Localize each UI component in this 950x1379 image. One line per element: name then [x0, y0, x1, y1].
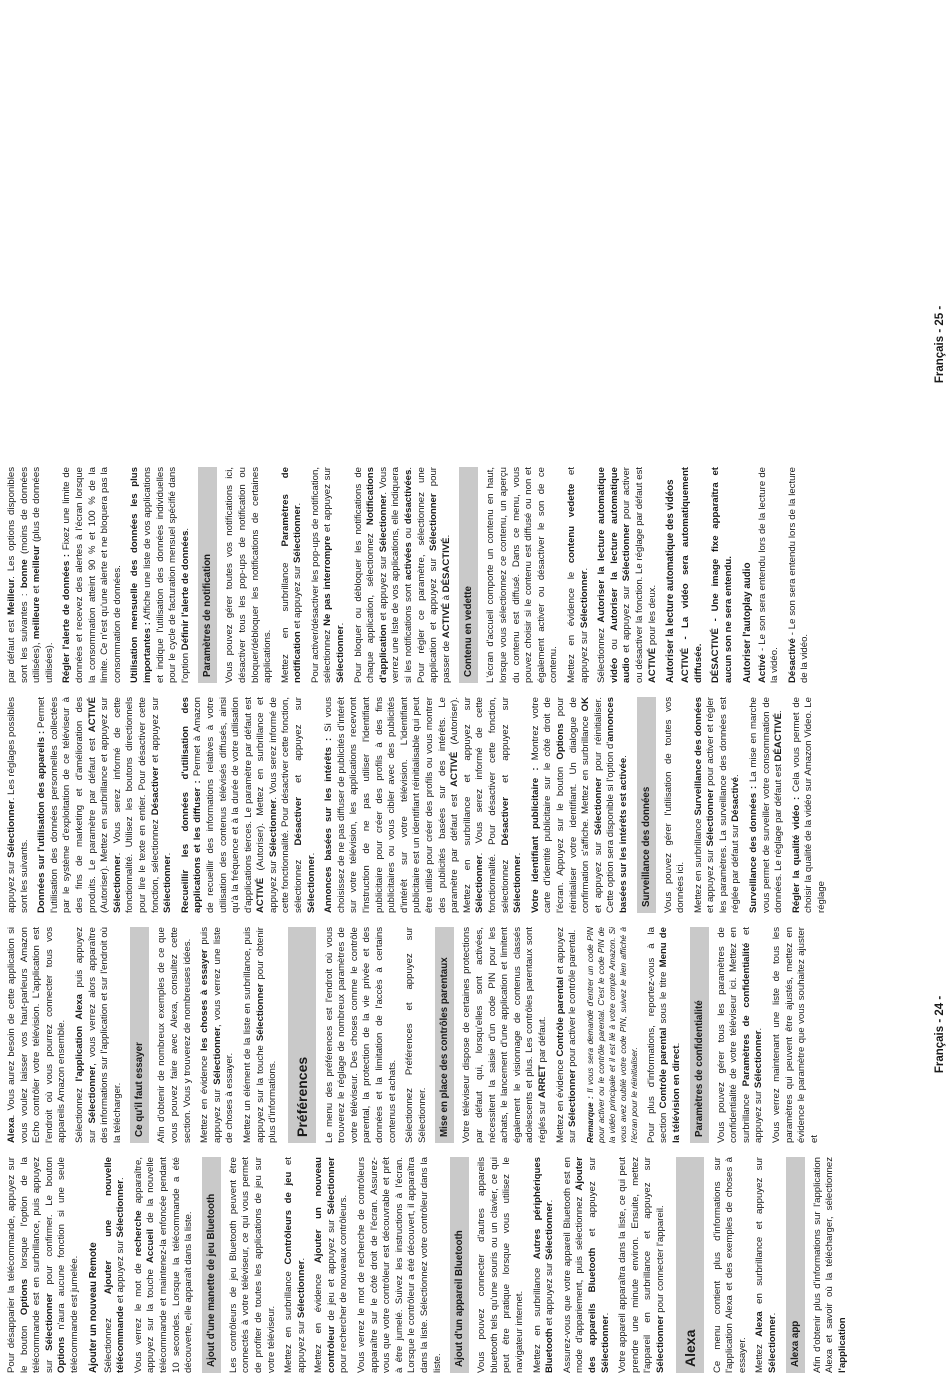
- text-run: .: [162, 852, 174, 856]
- column-container: [6, 0, 910, 689]
- section-heading: Surveillance des données: [637, 697, 656, 913]
- text-run: pour passer de: [428, 467, 452, 683]
- bold-term: DÉACTIVÉ: [773, 713, 785, 762]
- text-run: pour rechercher de nouveaux contrôleurs.: [338, 1194, 350, 1373]
- section-heading: Mise en place des contrôles parentaux: [435, 927, 454, 1143]
- bold-term: Paramètres de notification: [279, 467, 304, 683]
- bold-term: annonces basées sur les intérêts est activée: [605, 697, 629, 913]
- bold-term: Sélectionner: [567, 1069, 579, 1127]
- text-run: Pour plus d'informations, reportez-vous à la section: [645, 927, 670, 1143]
- text-run: pour confirmer. Le bouton: [43, 1157, 55, 1294]
- text-column: [6, 467, 817, 683]
- text-run: et appuyez sur: [565, 467, 590, 683]
- text-run: Vous verrez le mot de: [132, 1256, 144, 1373]
- paragraph: [36, 697, 175, 913]
- bold-term: DÉSACTIVÉ - Une image fixe apparaîtra et aucun son ne sera entendu.: [710, 467, 734, 683]
- text-run: . Pour régler ce paramètre, sélectionnez une application et appuyez sur: [403, 467, 440, 683]
- text-run: , vous verrez alors apparaître des informations sur l'application et sur l'endroit où la télécharger.: [86, 927, 123, 1143]
- text-run: et appuyez sur: [740, 927, 765, 1143]
- paragraph: [74, 927, 124, 1143]
- bold-term: Autoriser la lecture automatique vidéo: [596, 467, 620, 683]
- bold-term: Sélectionner: [654, 1315, 666, 1373]
- paragraph: [103, 1157, 128, 1373]
- text-run: ou: [403, 524, 415, 543]
- paragraph: [156, 927, 194, 1143]
- text-run: .: [305, 852, 317, 856]
- bold-term: Sélectionner: [544, 1202, 556, 1260]
- bold-term: Accueil: [145, 1228, 157, 1264]
- bold-term: Données sur l'utilisation des appareils :: [36, 730, 48, 913]
- text-run: .: [179, 527, 191, 531]
- text-run: - Le son sera entendu lors de la lecture de la vidéo.: [756, 467, 781, 683]
- bold-term: Sélectionner: [705, 788, 717, 847]
- bold-term: Sélectionner: [474, 855, 486, 913]
- bold-term: Sélectionner: [295, 1260, 307, 1319]
- text-run: . Vous aurez besoin de cette application si vous voulez laisser vos haut-parleurs Amazon Echo contrôler votre télévision. L'application est l'endroit où vous pourrez connecter tous vos appareils Amazon ensemble.: [6, 927, 68, 1143]
- bold-term: Surveillance des données: [692, 697, 704, 816]
- text-run: Mettez en évidence: [313, 1263, 325, 1373]
- section-heading: Paramètres de confidentialité: [690, 927, 709, 1143]
- paragraph: [748, 697, 786, 913]
- text-run: .: [773, 710, 785, 713]
- sub-heading: Autoriser la lecture automatique des vidéos: [665, 479, 677, 683]
- text-run: Fixez une limite de données et recevez des alertes à l'écran lorsque la consommation atteint 90 % et 100 % de la limite. Ce n'est qu'une alerte et ne bloquera pas la consommation de données.: [61, 467, 123, 683]
- text-run: .: [335, 622, 347, 626]
- text-run: Pour bloquer ou débloquer les notifications de chaque application, sélectionnez: [352, 467, 377, 683]
- section-heading: Alexa app: [786, 1157, 805, 1373]
- text-run: puis appuyez sur: [199, 927, 223, 1143]
- text-run: et appuyez sur: [377, 552, 389, 625]
- bold-term: meilleure: [31, 596, 43, 640]
- paragraph: [353, 467, 454, 683]
- text-run: (moins de données utilisées),: [18, 467, 43, 683]
- text-run: Pour activer/désactiver les pop-ups de notification, sélectionnez: [309, 467, 334, 683]
- bold-term: Désactiver: [499, 796, 511, 846]
- text-run: Vous verrez le mot de recherche de contrôleurs apparaître sur le côté droit de l'écran. Assurez-vous que votre contrôleur est découvrable et prêt à être jumelé. Suivez les instructions à l'écran. Lorsque le contrôleur a été découvert, il apparaîtra dans la liste. Sélectionnez votre contrôleur dans la liste.: [356, 1157, 443, 1373]
- text-run: Sélectionnez Préférences et appuyez sur Sélectionner.: [404, 927, 428, 1143]
- bold-term: désactivées: [403, 469, 415, 525]
- paragraph: [693, 697, 743, 913]
- text-run: et appuyez sur: [115, 1237, 127, 1306]
- text-run: .: [730, 774, 742, 777]
- text-run: .: [295, 1257, 307, 1261]
- text-run: Mettez en surbrillance: [279, 546, 291, 683]
- bold-term: Sélectionner: [621, 523, 633, 582]
- text-run: .: [599, 1312, 611, 1316]
- paragraph: [532, 1157, 557, 1373]
- bold-term: recherche: [132, 1210, 144, 1257]
- text-run: .: [753, 1027, 765, 1031]
- bold-term: Sélectionner: [599, 1315, 611, 1373]
- bold-term: Alexa: [754, 1311, 766, 1337]
- bold-term: Ajouter une nouvelle télécommande: [102, 1157, 127, 1373]
- bold-term: Contrôle parental: [658, 1027, 670, 1109]
- bold-term: Autres périphériques Bluetooth: [531, 1157, 556, 1373]
- bold-term: Sélectionner: [305, 855, 317, 913]
- bold-term: Ajouter un nouveau contrôleur: [313, 1157, 337, 1373]
- paragraph: [476, 1157, 526, 1373]
- sub-heading: Autoriser l'autoplay audio: [741, 562, 753, 683]
- text-run: pour activer ou désactiver la fonction. Le réglage par défaut est: [621, 467, 645, 683]
- section-heading: Contenu en vedette: [459, 467, 478, 683]
- page-number: Français - 24 -: [934, 995, 946, 1074]
- page-25: [0, 0, 950, 689]
- bold-term: l'application: [836, 1317, 848, 1373]
- bold-term: Régler l'alerte de données :: [61, 553, 73, 683]
- text-run: pour obtenir plus d'informations.: [254, 927, 279, 1143]
- paragraph: [566, 467, 591, 683]
- paragraph: [530, 697, 631, 913]
- bold-term: Activé: [756, 654, 768, 683]
- paragraph: [228, 1157, 278, 1373]
- bold-term: Sélectionner: [428, 493, 440, 551]
- text-column: [6, 927, 826, 1143]
- column-container: [6, 690, 910, 1379]
- text-run: .: [440, 534, 452, 538]
- text-run: . Vous serez informé de cette fonctionnalité. Pour désactiver cette fonction, sélectionnez: [474, 697, 511, 913]
- paragraph: [461, 927, 549, 1143]
- note-paragraph: [585, 927, 640, 1143]
- paragraph: [663, 697, 688, 913]
- text-run: Mettez en évidence le: [565, 563, 577, 683]
- paragraph: [199, 927, 237, 1143]
- bold-term: Paramètres de confidentialité: [740, 942, 752, 1087]
- text-run: .: [544, 1199, 556, 1203]
- bold-term: ACTIVÉ: [449, 751, 461, 787]
- paragraph: [324, 927, 400, 1143]
- text-run: pour réinitialiser votre identifiant. Un dialogue de confirmation s'affiche. Mettez en surbrillance: [554, 697, 592, 913]
- text-run: et appuyez sur: [592, 835, 604, 913]
- paragraph: [562, 1157, 612, 1373]
- paragraph: [224, 467, 274, 683]
- section-heading: Ajout d'une manette de jeu Bluetooth: [202, 1157, 221, 1373]
- text-run: Vous verrez maintenant une liste de tous les paramètres qui peuvent être ajustés, mettez en évidence le paramètre que vous souhaitez ajuster et: [770, 927, 820, 1143]
- bold-term: Sélectionner: [43, 1293, 55, 1351]
- paragraph: [712, 1157, 750, 1373]
- section-heading: Ajout d'un appareil Bluetooth: [450, 1157, 469, 1373]
- text-run: par défaut est: [6, 615, 17, 683]
- bold-term: Notifications d'application: [365, 467, 389, 683]
- text-run: pour activer et régler les paramètres. La surveillance des données est réglée par défaut sur: [705, 697, 742, 913]
- text-run: Ce menu contient plus d'informations sur l'application Alexa et des exemples de choses à essayer.: [711, 1157, 748, 1373]
- text-run: appuyez sur: [6, 857, 17, 913]
- bold-term: bonne: [18, 559, 30, 589]
- text-run: et appuyez sur: [293, 697, 305, 797]
- bold-term: Options: [56, 1336, 68, 1373]
- bold-term: ACTIVÉ: [86, 697, 98, 733]
- text-run: .: [670, 1042, 682, 1046]
- text-run: Pour désapparier la télécommande, appuyez sur le bouton: [6, 1157, 30, 1373]
- text-run: Le menu des préférences est l'endroit où vous trouverez le réglage de nombreux paramètres de votre téléviseur. Des choses comme le contrôle parental, la protection de la vie privée et des données et la limitation de l'accès à certains contenus et achats.: [323, 927, 398, 1143]
- paragraph: [485, 467, 561, 683]
- bold-term: OK: [580, 697, 592, 712]
- text-run: Votre téléviseur dispose de certaines protections par défaut qui, lorsqu'elles sont activées, nécessitent la saisie d'un code PIN pour les achats, le lancement d'une application et limitent également le visionnage de contenus classés adolescents et plus. Les contrôles parentaux sont réglés sur: [461, 927, 548, 1143]
- bold-term: Sélectionner: [377, 494, 389, 553]
- text-run: Mettez en surbrillance: [692, 815, 704, 913]
- text-run: et appuyez sur: [499, 697, 511, 797]
- text-run: (Autoriser). Mettez en surbrillance et appuyez sur: [255, 697, 279, 913]
- text-run: Afin d'obtenir de nombreux exemples de ce que vous pouvez faire avec Alexa, consultez cette section. Vous y trouverez de nombreuses idées.: [156, 927, 193, 1143]
- bold-term: Sélectionner: [753, 1030, 765, 1089]
- bold-term: Sélectionner: [292, 505, 304, 564]
- text-run: Si vous choisissez de ne pas diffuser de publicités d'intérêt sur votre télévision, les applications recevront l'instruction de ne pas utiliser l'identifiant publicitaire pour créer des profils à des fins publicitaires ou vous cibler avec des publicités d'intérêt sur votre télévision. L'identifiant publicitaire est un identifiant réinitialisable qui peut être utilisé pour créer des profils ou vous montrer des publicités basées sur des intérêts. Le paramètre par défaut est: [323, 697, 461, 913]
- paragraph: [133, 1157, 196, 1373]
- bold-term: Votre identifiant publicitaire :: [529, 767, 541, 913]
- text-run: Vous pouvez gérer tous les paramètres de confidentialité de votre téléviseur ici. Mettez en surbrillance: [715, 927, 752, 1143]
- bold-term: Alexa: [6, 1117, 17, 1143]
- paragraph: [710, 467, 735, 683]
- bold-term: les choses à essayer: [199, 949, 211, 1051]
- bold-term: Annonces basées sur les intérêts :: [323, 737, 335, 913]
- bold-term: Meilleur: [6, 578, 17, 615]
- paragraph: [61, 467, 124, 683]
- bold-term: Désactiver: [149, 766, 161, 816]
- bold-term: l'application Alexa: [73, 994, 85, 1082]
- text-run: et appuyez sur: [322, 467, 334, 536]
- bold-term: Sélectionner: [211, 1027, 223, 1085]
- text-run: et appuyez sur: [149, 697, 161, 767]
- text-run: . Vous serez informé de cette fonctionnalité. Pour désactiver cette fonction, sélectionnez: [267, 697, 305, 913]
- text-run: (Autoriser). Mettez en surbrillance et appuyez sur: [99, 697, 111, 913]
- paragraph: [6, 697, 31, 913]
- bold-term: Utilisation mensuelle des données les plus importantes :: [129, 467, 153, 683]
- section-heading: Paramètres de notification: [198, 467, 217, 683]
- text-run: et appuyez sur: [705, 846, 717, 913]
- bold-term: Ne pas interrompre: [322, 535, 334, 626]
- text-run: et appuyez sur: [283, 1157, 307, 1373]
- bold-term: Options: [554, 723, 566, 760]
- text-run: - Le son sera entendu lors de la lecture de la vidéo.: [786, 467, 811, 683]
- paragraph: [356, 1157, 444, 1373]
- bold-term: Sélectionner: [325, 1157, 337, 1215]
- text-run: Cela vous permet de choisir la qualité de la vidéo sur Amazon Video. Le réglage: [790, 697, 828, 913]
- text-run: de la nouvelle télécommande et maintenez-la enfoncée pendant 10 secondes. Lorsque la télécommande a été découverte, elle apparaît dans la liste.: [145, 1157, 195, 1373]
- text-run: .: [512, 852, 524, 856]
- text-run: Montrez votre carte d'identité publicitaire sur le côté droit de l'écran. Appuyez sur le bouton: [529, 697, 566, 913]
- text-run: Mettez: [754, 1336, 766, 1373]
- paragraph: [313, 1157, 351, 1373]
- bold-term: Sélectionner: [111, 855, 123, 913]
- bold-term: Désactivé: [730, 776, 742, 822]
- sub-heading: Ajouter un nouveau Remote: [87, 1242, 99, 1373]
- paragraph: [791, 697, 829, 913]
- text-run: .: [766, 1312, 778, 1316]
- text-run: Mettez en évidence: [199, 1050, 211, 1143]
- text-run: . Vous serez informé de cette fonctionnalité. Utilisez les boutons directionnels pour lire le texte en entier. Pour désactiver cette fonction, sélectionnez: [111, 697, 161, 913]
- text-run: Vous pouvez gérer l'utilisation de toutes vos données ici.: [662, 697, 687, 913]
- page-number: Français - 25 -: [934, 305, 946, 384]
- text-run: Mettez en évidence: [554, 1056, 566, 1143]
- bold-term: Recueillir les données d'utilisation des applications et les diffuser :: [179, 697, 204, 913]
- bold-term: Régler la qualité vidéo :: [790, 796, 802, 913]
- paragraph: [280, 467, 305, 683]
- text-run: apparaître, appuyez sur la touche: [132, 1157, 157, 1373]
- bold-term: Autoriser la lecture automatique audio: [608, 467, 633, 683]
- text-run: Sélectionnez: [596, 622, 608, 683]
- chapter-heading: Alexa: [676, 1157, 704, 1373]
- text-column: [6, 1157, 854, 1373]
- paragraph: [6, 1157, 82, 1373]
- text-run: Mettez en surbrillance: [283, 1264, 295, 1373]
- text-run: , vous verrez une liste de choses à essayer.: [211, 927, 236, 1143]
- text-run: et appuyez sur: [621, 581, 633, 658]
- paragraph: [680, 467, 705, 683]
- text-run: Votre appareil apparaîtra dans la liste, ce qui peut prendre une minute environ. Ensuite, mettez l'appareil en surbrillance et appuyez sur: [617, 1157, 654, 1373]
- paragraph: [242, 927, 280, 1143]
- bold-term: Sélectionner: [766, 1315, 778, 1373]
- text-run: Assurez-vous que votre appareil Bluetooth est en mode d'appariement, puis sélectionnez: [561, 1157, 586, 1373]
- text-run: Permet l'utilisation des données personnelles collectées par le système d'exploitation de ce téléviseur à des fins de marketing et d'amélioration des produits. Le paramètre par défaut est: [36, 697, 98, 913]
- bold-term: Surveillance des données :: [748, 785, 760, 913]
- text-run: La mise en marche vous permet de surveiller votre consommation de données. Le réglage par défaut est: [748, 697, 785, 913]
- bold-term: Sélectionner: [6, 800, 17, 858]
- bold-term: activées: [403, 542, 415, 581]
- paragraph: [404, 927, 429, 1143]
- text-run: (Autoriser). Mettez en surbrillance et appuyez sur: [449, 697, 473, 913]
- text-run: L'écran d'accueil comporte un contenu en haut, lorsque vous sélectionnez ce contenu, un aperçu du contenu est diffusé. Dans ce menu, vous pouvez choisir si le contenu est diffusé ou non et également activer ou désactiver le son de ce contenu.: [485, 467, 560, 683]
- paragraph: [323, 697, 525, 913]
- bold-term: Sélectionner: [254, 983, 266, 1042]
- bold-term: Ajouter des appareils Bluetooth: [574, 1157, 598, 1373]
- text-run: sous le titre: [658, 967, 670, 1028]
- bold-term: Remarque :: [584, 1092, 595, 1143]
- bold-term: Sélectionner: [335, 625, 347, 683]
- text-run: et appuyez sur: [292, 563, 304, 632]
- text-run: .: [578, 567, 590, 571]
- bold-term: Sélectionner: [162, 855, 174, 913]
- bold-term: Sélectionner: [86, 1065, 98, 1124]
- bold-term: Options: [18, 1278, 30, 1316]
- text-run: . Les réglages possibles sont les suivants.: [6, 697, 30, 913]
- bold-term: Désactivé: [786, 638, 798, 683]
- bold-term: Définir l'alerte de données: [179, 530, 191, 651]
- paragraph: [310, 467, 348, 683]
- bold-term: Contrôleurs de jeu: [283, 1171, 295, 1265]
- text-run: Mettez un élément de la liste en surbrillance, puis appuyez sur la touche: [241, 927, 266, 1143]
- text-run: Vous pouvez connecter d'autres appareils bluetooth tels qu'une souris ou un clavier, ce qui peut être pratique lorsque vous utilisez le navigateur internet.: [476, 1157, 525, 1373]
- bold-term: contenu vedette: [565, 483, 577, 564]
- bold-term: DÉSACTIVÉ: [440, 537, 452, 593]
- paragraph: [6, 467, 56, 683]
- chapter-heading: Préférences: [288, 927, 316, 1143]
- text-run: par défaut.: [537, 1016, 548, 1066]
- text-run: Sélectionnez: [102, 1294, 114, 1373]
- bold-term: Menu de la télévision en direct: [658, 927, 682, 1143]
- bold-term: ACTIVÉ: [440, 603, 452, 639]
- paragraph: [716, 927, 766, 1143]
- text-run: Permet à Amazon de recueillir des informations relatives à votre utilisation des contenus télévisés diffusés, ainsi qu'à la fréquence et à la durée de votre utilisation d'applications tierces. Le paramètre par défaut est: [192, 697, 254, 913]
- text-run: Afin d'obtenir plus d'informations sur l'application Alexa et savoir où la télécharger, sélectionnez: [811, 1157, 836, 1373]
- text-column: [6, 697, 834, 913]
- paragraph: [6, 927, 69, 1143]
- text-run: . Vous verrez une liste de vos applications, elle indiquera si les notifications sont: [377, 467, 415, 683]
- paragraph: [812, 1157, 850, 1373]
- bold-term: meilleur: [31, 545, 43, 583]
- text-run: Affiche une liste de vos applications et indique l'utilisation des données individuelles pour le cycle de facturation mensuel spécifié dans l'option: [141, 467, 191, 683]
- bold-term: Sélectionner: [592, 777, 604, 836]
- paragraph: [129, 467, 192, 683]
- text-run: ou: [608, 630, 620, 658]
- text-run: Mettez en surbrillance: [531, 1259, 543, 1373]
- text-run: .: [115, 1177, 127, 1180]
- text-run: lorsque l'option de la télécommande est en surbrillance, puis appuyez sur: [18, 1157, 55, 1373]
- text-run: pour connecter l'appareil.: [654, 1205, 666, 1316]
- paragraph: [180, 697, 319, 913]
- text-run: Sélectionnez: [73, 1081, 85, 1143]
- bold-term: Sélectionner: [512, 855, 524, 913]
- text-run: en surbrillance et appuyez sur: [754, 1157, 766, 1312]
- text-run: .: [617, 755, 629, 758]
- paragraph: [596, 467, 659, 683]
- paragraph: [283, 1157, 308, 1373]
- bold-term: Sélectionner: [578, 570, 590, 629]
- text-run: (plus de données utilisées).: [31, 467, 55, 683]
- text-run: et appuyez sur: [544, 1259, 556, 1329]
- text-run: pour réinitialiser. Cette option sera disponible si l'option d': [592, 697, 617, 913]
- bold-term: Sélectionner: [115, 1179, 127, 1238]
- text-run: à: [440, 592, 452, 603]
- text-run: et: [31, 582, 43, 597]
- page-24: [0, 690, 950, 1379]
- bold-term: Désactiver: [293, 796, 305, 846]
- text-run: puis appuyez sur: [73, 927, 98, 1143]
- paragraph: [787, 467, 812, 683]
- section-heading: Ce qu'il faut essayer: [130, 927, 149, 1143]
- paragraph: [646, 927, 684, 1143]
- text-run: .: [292, 502, 304, 506]
- text-run: pour les deux.: [646, 584, 658, 648]
- text-run: de jeu et appuyez sur: [325, 1214, 337, 1326]
- bold-term: ARRET: [537, 1065, 548, 1099]
- bold-term: ACTIVÉ: [646, 647, 658, 683]
- paragraph: [555, 927, 580, 1143]
- text-run: Vous pouvez gérer toutes vos notifications ici, désactiver tous les pop-ups de notification ou bloquer/débloquer les notifications de certaines applications.: [224, 467, 274, 683]
- text-run: et appuyez sur: [586, 1157, 598, 1248]
- text-run: n'aura aucune fonction si une seule télécommande est jumelée.: [56, 1157, 80, 1373]
- paragraph: [754, 1157, 779, 1373]
- text-run: Il vous sera demandé d'entrer un code PIN pour activer ou le contrôle parental. C'est le code PIN de la vidéo principale et il est lié à votre compte Amazon. Si vous avez oublié votre code PIN, suivez le lien affiché à l'écran pour le réinitialiser.: [584, 927, 639, 1143]
- paragraph: [757, 467, 782, 683]
- bold-term: ACTIVÉ: [255, 877, 267, 913]
- bold-term: Contrôle parental: [554, 976, 566, 1057]
- paragraph: [617, 1157, 667, 1373]
- text-run: . Les options disponibles sont les suivantes :: [6, 467, 30, 683]
- bold-term: Sélectionner: [267, 799, 279, 858]
- paragraph: [771, 927, 821, 1143]
- text-run: Les contrôleurs de jeu Bluetooth peuvent être connectés à votre téléviseur, ce qui vous permet de profiter de toutes les applications de jeu sur votre téléviseur.: [227, 1157, 277, 1373]
- text-run: pour activer le contrôle parental.: [567, 929, 579, 1070]
- text-run: et appuyez sur: [554, 927, 579, 1143]
- bold-term: ACTIVÉ - La vidéo sera automatiquement diffusée.: [680, 467, 704, 683]
